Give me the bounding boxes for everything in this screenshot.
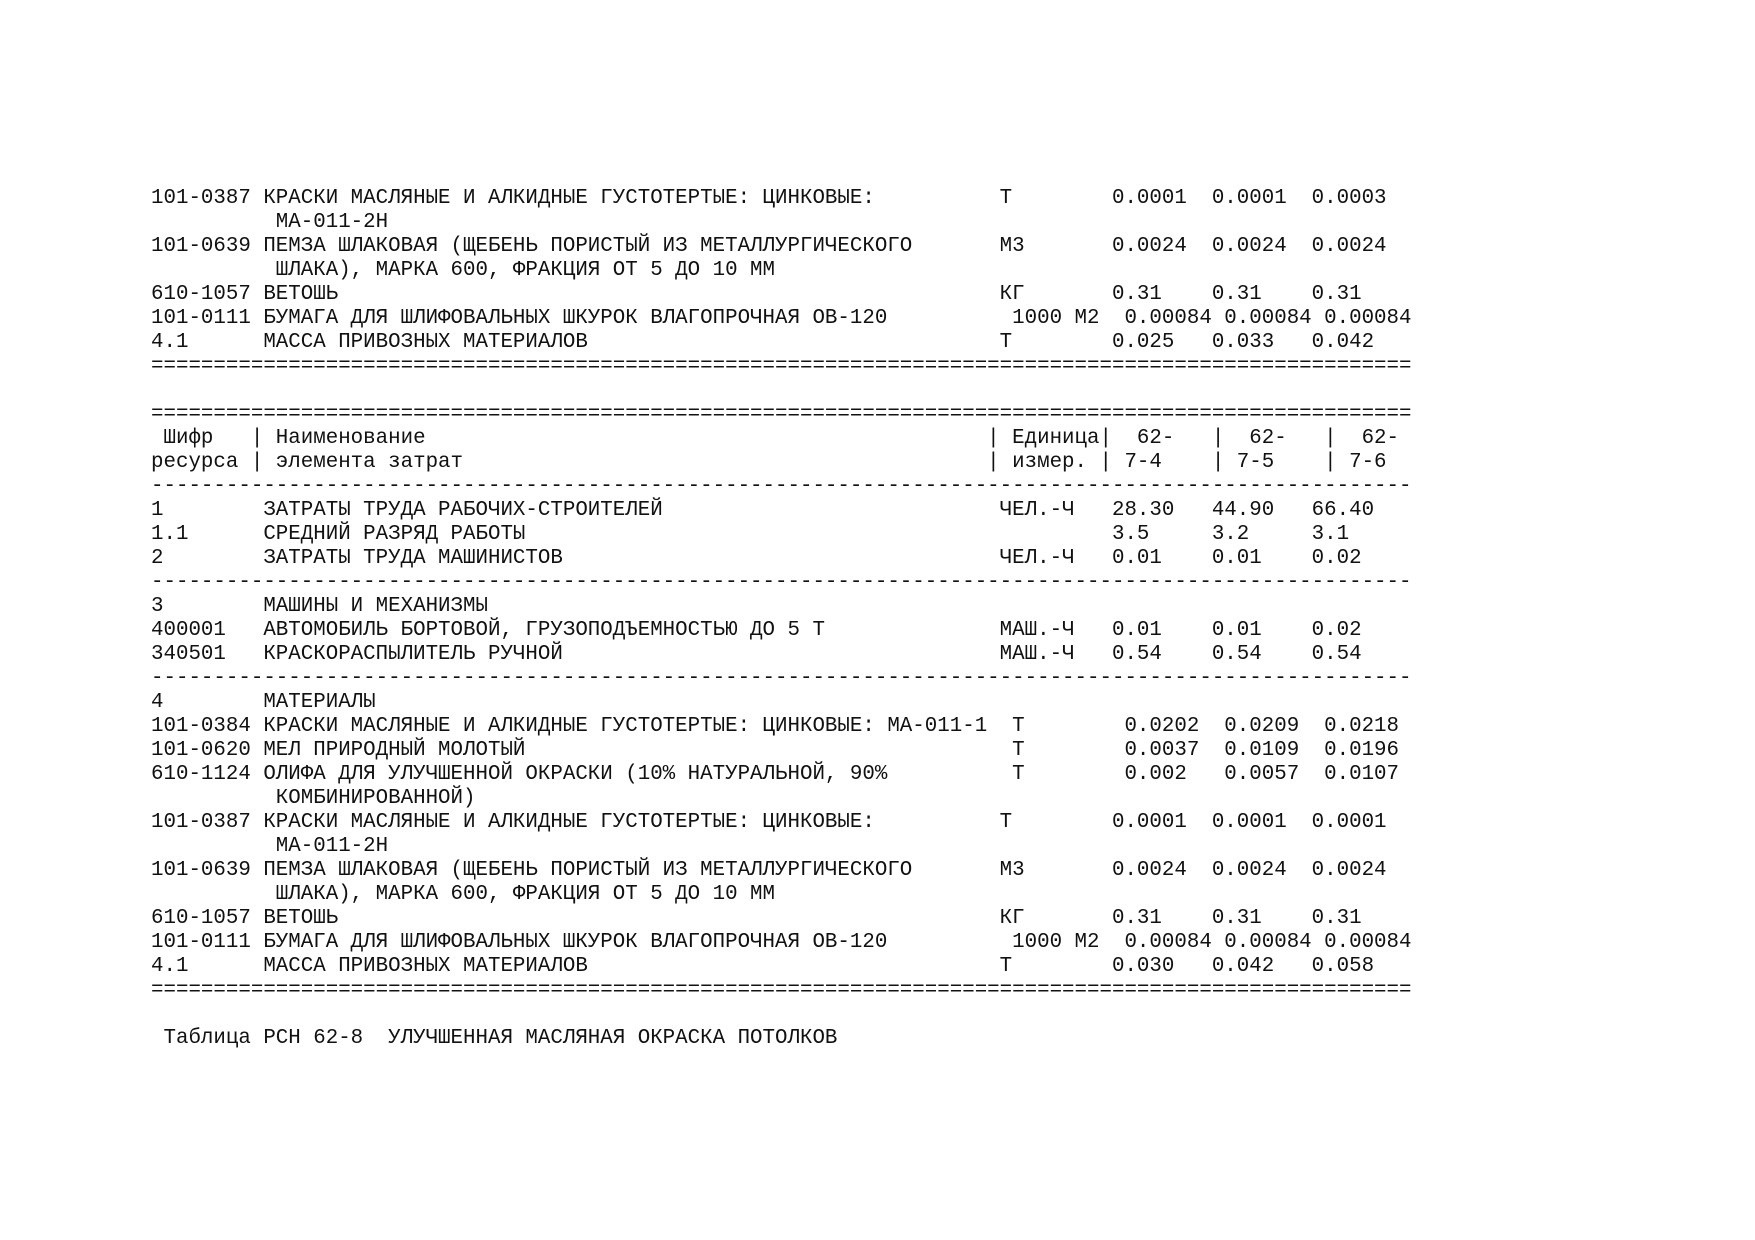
blank-line xyxy=(151,379,1412,403)
table-header-row-1: Шифр | Наименование | Единица| 62- | 62- | 62- xyxy=(151,427,1400,450)
separator-double: ===================================================================================================== xyxy=(151,979,1412,1002)
section-materials: 4 МАТЕРИАЛЫ xyxy=(151,691,376,714)
line-30: 610-1057 ВЕТОШЬ КГ 0.31 0.31 0.31 xyxy=(151,907,1362,930)
line-2: 101-0639 ПЕМЗА ШЛАКОВАЯ (ЩЕБЕНЬ ПОРИСТЫЙ ИЗ МЕТАЛЛУРГИЧЕСКОГО М3 0.0024 0.0024 0.0024 xyxy=(151,235,1387,258)
line-29: ШЛАКА), МАРКА 600, ФРАКЦИЯ ОТ 5 ДО 10 ММ xyxy=(151,883,776,906)
line-28: 101-0639 ПЕМЗА ШЛАКОВАЯ (ЩЕБЕНЬ ПОРИСТЫЙ ИЗ МЕТАЛЛУРГИЧЕСКОГО М3 0.0024 0.0024 0.0024 xyxy=(151,859,1387,882)
document-text xyxy=(151,187,1412,1051)
line-6: 4.1 МАССА ПРИВОЗНЫХ МАТЕРИАЛОВ Т 0.025 0.033 0.042 xyxy=(151,331,1375,354)
line-27: МА-011-2Н xyxy=(151,835,389,858)
line-15: 2 ЗАТРАТЫ ТРУДА МАШИНИСТОВ ЧЕЛ.-Ч 0.01 0.01 0.02 xyxy=(151,547,1362,570)
line-3: ШЛАКА), МАРКА 600, ФРАКЦИЯ ОТ 5 ДО 10 ММ xyxy=(151,259,776,282)
line-22: 101-0384 КРАСКИ МАСЛЯНЫЕ И АЛКИДНЫЕ ГУСТОТЕРТЫЕ: ЦИНКОВЫЕ: МА-011-1 Т 0.0202 0.0209 0.0218 xyxy=(151,715,1400,738)
line-5: 101-0111 БУМАГА ДЛЯ ШЛИФОВАЛЬНЫХ ШКУРОК ВЛАГОПРОЧНАЯ ОВ-120 1000 М2 0.00084 0.00084 0.00084 xyxy=(151,307,1412,330)
line-24: 610-1124 ОЛИФА ДЛЯ УЛУЧШЕННОЙ ОКРАСКИ (10% НАТУРАЛЬНОЙ, 90% Т 0.002 0.0057 0.0107 xyxy=(151,763,1400,786)
section-machines: 3 МАШИНЫ И МЕХАНИЗМЫ xyxy=(151,595,488,618)
line-13: 1 ЗАТРАТЫ ТРУДА РАБОЧИХ-СТРОИТЕЛЕЙ ЧЕЛ.-Ч 28.30 44.90 66.40 xyxy=(151,499,1375,522)
line-32: 4.1 МАССА ПРИВОЗНЫХ МАТЕРИАЛОВ Т 0.030 0.042 0.058 xyxy=(151,955,1375,978)
line-14: 1.1 СРЕДНИЙ РАЗРЯД РАБОТЫ 3.5 3.2 3.1 xyxy=(151,523,1350,546)
separator-single: ----------------------------------------------------------------------------------------------------- xyxy=(151,571,1412,594)
line-1: МА-011-2Н xyxy=(151,211,389,234)
line-23: 101-0620 МЕЛ ПРИРОДНЫЙ МОЛОТЫЙ Т 0.0037 0.0109 0.0196 xyxy=(151,739,1400,762)
table-header-row-2: ресурса | элемента затрат | измер. | 7-4 | 7-5 | 7-6 xyxy=(151,451,1387,474)
line-19: 340501 КРАСКОРАСПЫЛИТЕЛЬ РУЧНОЙ МАШ.-Ч 0.54 0.54 0.54 xyxy=(151,643,1362,666)
blank-line xyxy=(151,1003,1412,1027)
line-4: 610-1057 ВЕТОШЬ КГ 0.31 0.31 0.31 xyxy=(151,283,1362,306)
line-25: КОМБИНИРОВАННОЙ) xyxy=(151,787,476,810)
line-31: 101-0111 БУМАГА ДЛЯ ШЛИФОВАЛЬНЫХ ШКУРОК ВЛАГОПРОЧНАЯ ОВ-120 1000 М2 0.00084 0.00084 0.00084 xyxy=(151,931,1412,954)
separator-double: ===================================================================================================== xyxy=(151,403,1412,426)
line-26: 101-0387 КРАСКИ МАСЛЯНЫЕ И АЛКИДНЫЕ ГУСТОТЕРТЫЕ: ЦИНКОВЫЕ: Т 0.0001 0.0001 0.0001 xyxy=(151,811,1387,834)
table-caption: Таблица РСН 62-8 УЛУЧШЕННАЯ МАСЛЯНАЯ ОКРАСКА ПОТОЛКОВ xyxy=(151,1027,838,1050)
separator-double: ===================================================================================================== xyxy=(151,355,1412,378)
separator-single: ----------------------------------------------------------------------------------------------------- xyxy=(151,475,1412,498)
line-18: 400001 АВТОМОБИЛЬ БОРТОВОЙ, ГРУЗОПОДЪЕМНОСТЬЮ ДО 5 Т МАШ.-Ч 0.01 0.01 0.02 xyxy=(151,619,1362,642)
line-0: 101-0387 КРАСКИ МАСЛЯНЫЕ И АЛКИДНЫЕ ГУСТОТЕРТЫЕ: ЦИНКОВЫЕ: Т 0.0001 0.0001 0.0003 xyxy=(151,187,1387,210)
separator-single: ----------------------------------------------------------------------------------------------------- xyxy=(151,667,1412,690)
